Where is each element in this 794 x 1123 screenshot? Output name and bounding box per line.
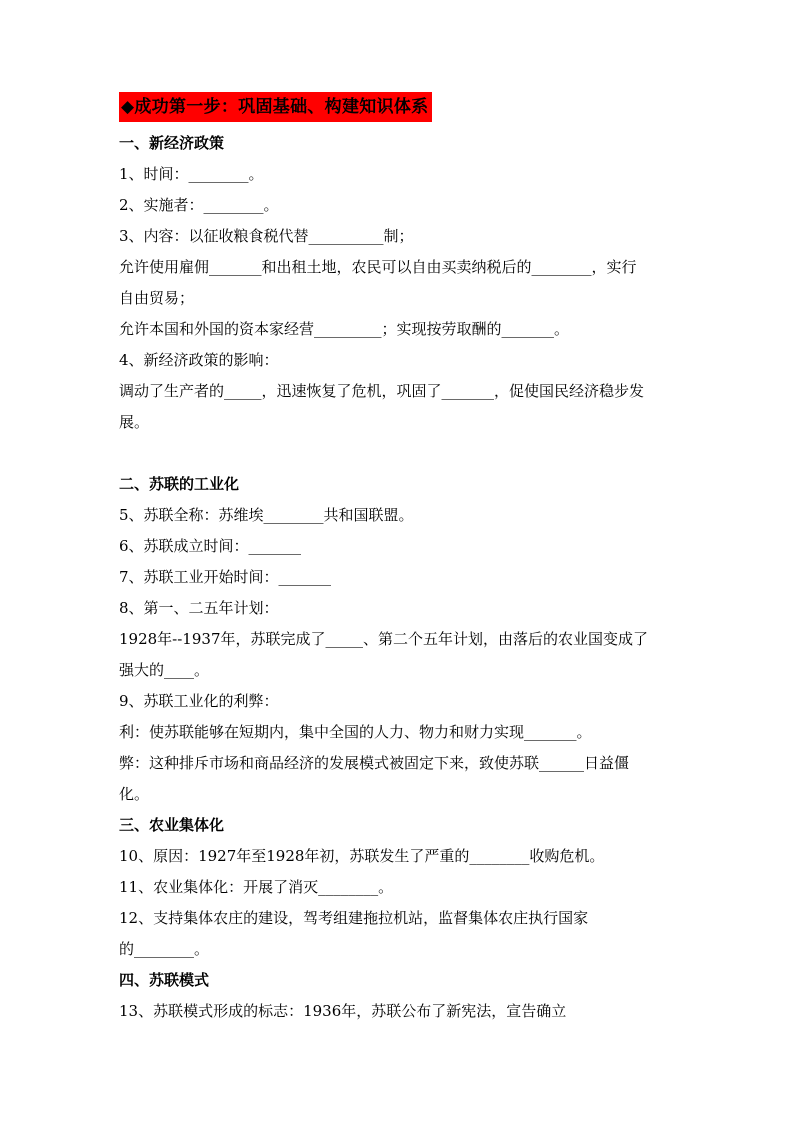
text-line: 自由贸易； (119, 289, 195, 307)
text-line: 12、支持集体农庄的建设，驾考组建拖拉机站，监督集体农庄执行国家 (119, 909, 589, 927)
text-line: 化。 (119, 785, 150, 803)
text-line: 允许本国和外国的资本家经营_________；实现按劳取酬的_______。 (119, 320, 570, 338)
text-line: 强大的____。 (119, 661, 210, 679)
text-line: 4、新经济政策的影响： (119, 351, 279, 369)
text-line: 8、第一、二五年计划： (119, 599, 279, 617)
text-line: 10、原因：1927年至1928年初，苏联发生了严重的________收购危机。 (119, 847, 605, 865)
text-line: 调动了生产者的_____，迅速恢复了危机，巩固了_______，促使国民经济稳步发 (119, 382, 645, 400)
document-body (119, 128, 679, 1027)
section-heading: 三、农业集体化 (119, 816, 225, 834)
text-line: 2、实施者：________。 (119, 196, 279, 214)
text-line: 9、苏联工业化的利弊： (119, 692, 279, 710)
text-line: 7、苏联工业开始时间：_______ (119, 568, 332, 586)
text-line: 弊：这种排斥市场和商品经济的发展模式被固定下来，致使苏联______日益僵 (119, 754, 630, 772)
blank-line (119, 438, 679, 469)
text-line: 11、农业集体化：开展了消灭________。 (119, 878, 394, 896)
text-line: 6、苏联成立时间：_______ (119, 537, 302, 555)
text-line: 1928年--1937年，苏联完成了_____、第二个五年计划，由落后的农业国变成了 (119, 630, 648, 648)
text-line: 利：使苏联能够在短期内，集中全国的人力、物力和财力实现_______。 (119, 723, 592, 741)
text-line: 13、苏联模式形成的标志：1936年，苏联公布了新宪法，宣告确立 (119, 1002, 567, 1020)
section-heading: 四、苏联模式 (119, 971, 210, 989)
section-heading: 二、苏联的工业化 (119, 475, 240, 493)
section-heading: 一、新经济政策 (119, 134, 225, 152)
text-line: 3、内容：以征收粮食税代替__________制； (119, 227, 414, 245)
section-banner: ◆成功第一步：巩固基础、构建知识体系 (119, 92, 432, 122)
text-line: 5、苏联全称：苏维埃________共和国联盟。 (119, 506, 414, 524)
text-line: 1、时间：________。 (119, 165, 264, 183)
text-line: 展。 (119, 413, 150, 431)
text-line: 的________。 (119, 940, 210, 958)
text-line: 允许使用雇佣_______和出租土地，农民可以自由买卖纳税后的________，实行 (119, 258, 637, 276)
